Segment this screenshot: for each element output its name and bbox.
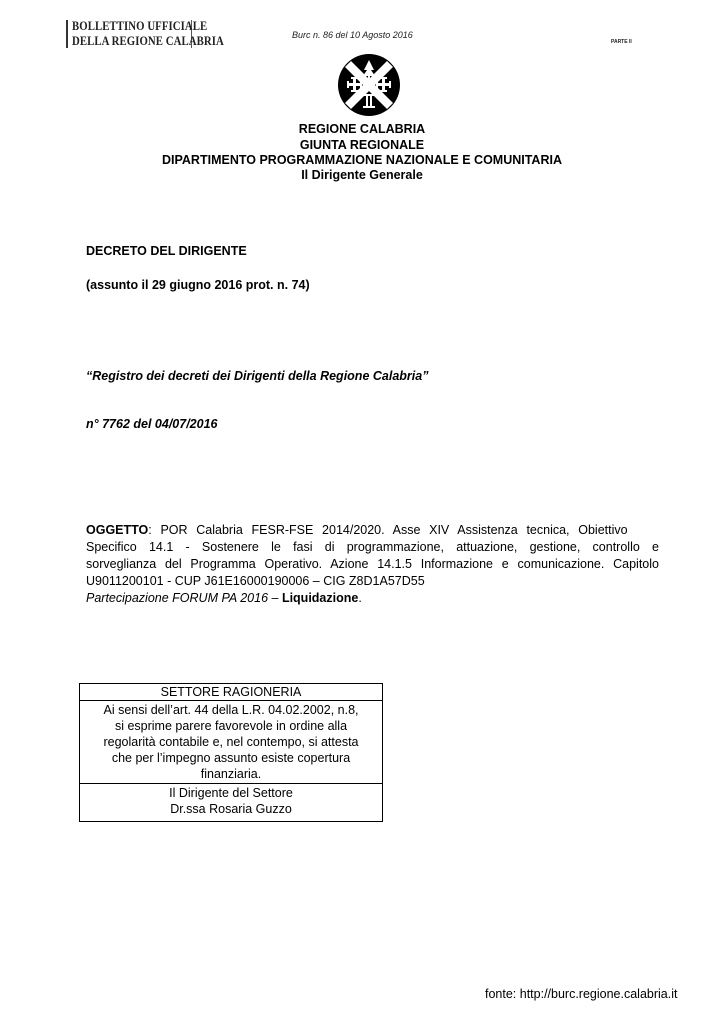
settore-body xyxy=(80,700,382,783)
masthead-line-2: DELLA REGIONE CALABRIA xyxy=(72,34,224,48)
settore-signature xyxy=(80,783,382,821)
settore-body-line: che per l’impegno assunto esiste copertura xyxy=(111,751,351,765)
decree-registro: “Registro dei decreti dei Dirigenti della Regione Calabria” xyxy=(86,369,429,383)
oggetto-line-1 xyxy=(86,522,659,539)
oggetto-section xyxy=(86,522,659,607)
oggetto-line-5 xyxy=(86,590,659,607)
oggetto-dash: – xyxy=(268,591,282,605)
burc-reference: Burc n. 86 del 10 Agosto 2016 xyxy=(292,30,413,40)
settore-sign-name: Dr.ssa Rosaria Guzzo xyxy=(170,802,292,816)
parte-label: PARTE II xyxy=(611,39,632,45)
settore-body-line: regolarità contabile e, nel contempo, si attesta xyxy=(103,735,359,749)
settore-body-line: si esprime parere favorevole in ordine alla xyxy=(114,719,348,733)
issuer-department: DIPARTIMENTO PROGRAMMAZIONE NAZIONALE E COMUNITARIA xyxy=(162,153,562,167)
bollettino-masthead xyxy=(66,19,224,49)
oggetto-period: . xyxy=(358,591,362,605)
settore-title: SETTORE RAGIONERIA xyxy=(160,685,302,699)
masthead-line-1: BOLLETTINO UFFICIALE xyxy=(72,19,208,33)
settore-body-line: Ai sensi dell’art. 44 della L.R. 04.02.2002, n.8, xyxy=(103,703,359,717)
settore-body-line: finanziaria. xyxy=(200,767,262,781)
fonte-source: fonte: http://burc.regione.calabria.it xyxy=(485,987,678,1001)
decree-numero: n° 7762 del 04/07/2016 xyxy=(86,417,218,431)
regione-calabria-emblem-icon xyxy=(337,53,401,117)
issuer-dirigente: Il Dirigente Generale xyxy=(301,168,423,182)
settore-ragioneria-box xyxy=(79,683,383,822)
oggetto-liquidazione: Liquidazione xyxy=(281,591,359,605)
oggetto-line-4: U9011200101 - CUP J61E16000190006 – CIG Z8D1A57D55 xyxy=(86,574,425,588)
oggetto-label: OGGETTO xyxy=(86,523,149,537)
decree-assunto: (assunto il 29 giugno 2016 prot. n. 74) xyxy=(86,278,310,292)
oggetto-line-3: sorveglianza del Programma Operativo. Azione 14.1.5 Informazione e comunicazione. Capitolo xyxy=(86,557,659,571)
oggetto-line-2: Specifico 14.1 - Sostenere le fasi di programmazione, attuazione, gestione, controllo e xyxy=(86,540,659,554)
issuer-region: REGIONE CALABRIA xyxy=(298,122,426,136)
oggetto-partecipazione: Partecipazione FORUM PA 2016 xyxy=(86,591,269,605)
masthead-rule-left xyxy=(66,20,68,48)
oggetto-line-1-text: : POR Calabria FESR-FSE 2014/2020. Asse XIV Assistenza tecnica, Obiettivo xyxy=(148,523,628,537)
settore-sign-role: Il Dirigente del Settore xyxy=(169,786,293,800)
decree-title: DECRETO DEL DIRIGENTE xyxy=(86,244,247,258)
issuer-giunta: GIUNTA REGIONALE xyxy=(299,138,425,152)
